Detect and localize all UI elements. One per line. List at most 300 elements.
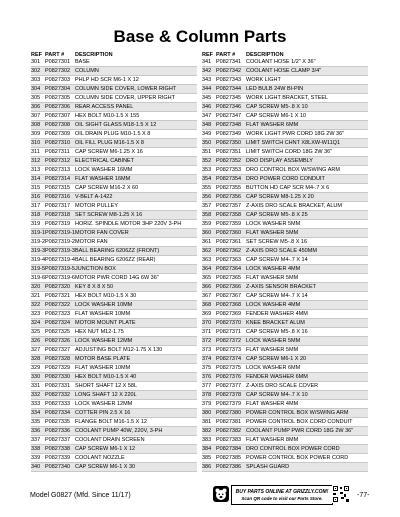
parts-table-right — [202, 51, 368, 472]
description-cell: FENDER WASHER 6MM — [246, 374, 308, 380]
ref-cell: 361 — [202, 239, 212, 245]
ref-cell: 378 — [202, 392, 212, 398]
ref-cell: 373 — [202, 347, 212, 353]
part-number-cell: P0827332 — [45, 392, 71, 398]
header-ref: REF — [31, 51, 42, 58]
part-number-cell: P0827337 — [45, 437, 71, 443]
table-row — [31, 364, 197, 373]
part-number-cell: P0827371 — [216, 329, 242, 335]
description-cell: Z-AXIS DRO SCALE BRACKET, ALUM — [246, 203, 342, 209]
table-row — [202, 238, 368, 247]
ref-cell: 355 — [202, 185, 212, 191]
table-row — [31, 193, 197, 202]
ref-cell: 370 — [202, 320, 212, 326]
part-number-cell: P0827345 — [216, 95, 242, 101]
ref-cell: 315 — [31, 185, 41, 191]
table-row — [31, 112, 197, 121]
ref-cell: 352 — [202, 158, 212, 164]
ref-cell: 334 — [31, 410, 41, 416]
part-number-cell: P0827347 — [216, 113, 242, 119]
description-cell: JUNCTION BOX — [75, 266, 116, 272]
ref-cell: 375 — [202, 365, 212, 371]
ref-cell: 338 — [31, 446, 41, 452]
ref-cell: 333 — [31, 401, 41, 407]
description-cell: LOCK WASHER 10MM — [75, 302, 133, 308]
table-row — [202, 427, 368, 436]
table-row — [202, 121, 368, 130]
part-number-cell: P0827333 — [45, 401, 71, 407]
table-row — [31, 463, 197, 472]
ref-cell: 342 — [202, 68, 212, 74]
ref-cell: 323 — [31, 311, 41, 317]
table-row — [31, 211, 197, 220]
header-part: PART # — [216, 51, 236, 58]
part-number-cell: P0827356 — [216, 194, 242, 200]
part-number-cell: P0827386 — [216, 464, 242, 470]
table-row — [202, 58, 368, 67]
ref-cell: 385 — [202, 455, 212, 461]
table-row — [202, 391, 368, 400]
description-cell: WORK LIGHT — [246, 77, 281, 83]
part-number-cell: P0827365 — [216, 275, 242, 281]
ref-cell: 345 — [202, 95, 212, 101]
part-number-cell: P0827319-1 — [45, 230, 75, 236]
table-row — [31, 427, 197, 436]
ref-cell: 380 — [202, 410, 212, 416]
table-row — [31, 184, 197, 193]
part-number-cell: P0827331 — [45, 383, 71, 389]
table-row — [31, 283, 197, 292]
ref-cell: 372 — [202, 338, 212, 344]
ref-cell: 318 — [31, 212, 41, 218]
ref-cell: 347 — [202, 113, 212, 119]
ref-cell: 379 — [202, 401, 212, 407]
ref-cell: 363 — [202, 257, 212, 263]
table-row — [202, 256, 368, 265]
ref-cell: 337 — [31, 437, 41, 443]
table-row — [31, 310, 197, 319]
table-row — [31, 265, 197, 274]
ref-cell: 301 — [31, 59, 41, 65]
description-cell: CAP SCREW M4-.7 X 10 — [246, 392, 308, 398]
description-cell: ELECTRICAL CABINET — [75, 158, 135, 164]
part-number-cell: P0827361 — [216, 239, 242, 245]
ref-cell: 306 — [31, 104, 41, 110]
ref-cell: 319-4 — [31, 257, 45, 263]
part-number-cell: P0827353 — [216, 167, 242, 173]
description-cell: CAP SCREW M4-.7 X 14 — [246, 293, 308, 299]
part-number-cell: P0827308 — [45, 122, 71, 128]
ref-cell: 319-1 — [31, 230, 45, 236]
part-number-cell: P0827380 — [216, 410, 242, 416]
part-number-cell: P0827306 — [45, 104, 71, 110]
table-row — [202, 220, 368, 229]
table-rows — [31, 58, 197, 472]
table-row — [31, 139, 197, 148]
table-row — [31, 229, 197, 238]
description-cell: CAP SCREW M6-1 X 12 — [75, 446, 136, 452]
description-cell: DRO CONTROL BOX W/SWING ARM — [246, 167, 340, 173]
table-row — [202, 292, 368, 301]
part-number-cell: P0827370 — [216, 320, 242, 326]
part-number-cell: P0827374 — [216, 356, 242, 362]
ref-cell: 384 — [202, 446, 212, 452]
description-cell: COOLANT PUMP 40W, 220V, 3-PH — [75, 428, 163, 434]
table-row — [202, 400, 368, 409]
ref-cell: 377 — [202, 383, 212, 389]
table-row — [202, 364, 368, 373]
table-row — [31, 418, 197, 427]
table-row — [31, 337, 197, 346]
ref-cell: 332 — [31, 392, 41, 398]
description-cell: COTTER PIN 2.5 X 16 — [75, 410, 131, 416]
table-row — [202, 130, 368, 139]
model-label: Model G0827 (Mfd. Since 11/17) — [30, 492, 131, 499]
ref-cell: 328 — [31, 356, 41, 362]
table-row — [31, 58, 197, 67]
description-cell: FLAT WASHER 6MM — [246, 122, 299, 128]
description-cell: POWER CONTROL BOX POWER CORD — [246, 455, 349, 461]
ref-cell: 308 — [31, 122, 41, 128]
description-cell: COOLANT NOZZLE — [75, 455, 125, 461]
description-cell: DRO POWER CORD CONDUIT — [246, 176, 325, 182]
ref-cell: 314 — [31, 176, 41, 182]
ref-cell: 331 — [31, 383, 41, 389]
table-row — [202, 355, 368, 364]
description-cell: LIMIT SWITCH CHNT X8LXW-W11Q1 — [246, 140, 341, 146]
part-number-cell: P0827307 — [45, 113, 71, 119]
description-cell: CAP SCREW M6-1.25 X 16 — [75, 149, 143, 155]
ref-cell: 312 — [31, 158, 41, 164]
table-row — [202, 409, 368, 418]
description-cell: LED BULB 24W BI-PIN — [246, 86, 304, 92]
ref-cell: 324 — [31, 320, 41, 326]
table-row — [31, 346, 197, 355]
part-number-cell: P0827375 — [216, 365, 242, 371]
description-cell: V-BELT A-1422 — [75, 194, 113, 200]
part-number-cell: P0827311 — [45, 149, 70, 155]
ref-cell: 317 — [31, 203, 41, 209]
part-number-cell: P0827326 — [45, 338, 71, 344]
part-number-cell: P0827322 — [45, 302, 71, 308]
part-number-cell: P0827335 — [45, 419, 71, 425]
description-cell: OIL FILL PLUG M16-1.5 X 8 — [75, 140, 144, 146]
part-number-cell: P0827315 — [45, 185, 71, 191]
part-number-cell: P0827377 — [216, 383, 242, 389]
table-row — [31, 400, 197, 409]
description-cell: BALL BEARING 6206ZZ (FRONT) — [75, 248, 160, 254]
part-number-cell: P0827344 — [216, 86, 242, 92]
ref-cell: 319-2 — [31, 239, 45, 245]
description-cell: FLAT WASHER 10MM — [75, 311, 131, 317]
ref-cell: 322 — [31, 302, 41, 308]
description-cell: CAP SCREW M5-.8 X 10 — [246, 104, 308, 110]
page-number: -77- — [357, 492, 370, 499]
parts-store-line2: Scan QR code to visit our Parts Store. — [241, 496, 323, 501]
ref-cell: 320 — [31, 284, 41, 290]
part-number-cell: P0827301 — [45, 59, 71, 65]
table-row — [31, 301, 197, 310]
description-cell: DRO DISPLAY ASSEMBLY — [246, 158, 313, 164]
part-number-cell: P0827359 — [216, 221, 242, 227]
table-row — [202, 274, 368, 283]
ref-cell: 348 — [202, 122, 212, 128]
table-row — [31, 247, 197, 256]
ref-cell: 304 — [31, 86, 41, 92]
description-cell: FLAT WASHER 5MM — [246, 275, 299, 281]
part-number-cell: P0827350 — [216, 140, 242, 146]
ref-cell: 381 — [202, 419, 212, 425]
ref-cell: 346 — [202, 104, 212, 110]
ref-cell: 311 — [31, 149, 40, 155]
table-row — [31, 76, 197, 85]
ref-cell: 310 — [31, 140, 41, 146]
description-cell: HEX BOLT M10-1.5 X 40 — [75, 374, 137, 380]
table-header — [202, 51, 368, 58]
description-cell: SPLASH GUARD — [246, 464, 290, 470]
description-cell: Z-AXIS SENSOR BRACKET — [246, 284, 316, 290]
table-row — [31, 274, 197, 283]
ref-cell: 321 — [31, 293, 41, 299]
part-number-cell: P0827338 — [45, 446, 71, 452]
part-number-cell: P0827366 — [216, 284, 242, 290]
table-row — [31, 238, 197, 247]
header-ref: REF — [202, 51, 213, 58]
part-number-cell: P0827351 — [216, 149, 242, 155]
description-cell: HORIZ. SPINDLE MOTOR 3HP 220V 3-PH — [75, 221, 182, 227]
description-cell: Z-AXIS DRO SCALE COVER — [246, 383, 319, 389]
part-number-cell: P0827320 — [45, 284, 71, 290]
ref-cell: 319 — [31, 221, 41, 227]
header-part: PART # — [45, 51, 65, 58]
qr-code-icon[interactable] — [332, 485, 350, 503]
part-number-cell: P0827349 — [216, 131, 242, 137]
description-cell: FENDER WASHER 4MM — [246, 311, 308, 317]
part-number-cell: P0827336 — [45, 428, 71, 434]
part-number-cell: P0827378 — [216, 392, 242, 398]
description-cell: CAP SCREW M5-.8 X 25 — [246, 212, 308, 218]
table-row — [31, 454, 197, 463]
description-cell: LOCK WASHER 6MM — [246, 365, 301, 371]
description-cell: COOLANT PUMP PWR CORD 18G 2W 36" — [246, 428, 354, 434]
table-row — [202, 175, 368, 184]
part-number-cell: P0827328 — [45, 356, 71, 362]
part-number-cell: P0827379 — [216, 401, 242, 407]
table-row — [202, 229, 368, 238]
ref-cell: 344 — [202, 86, 212, 92]
ref-cell: 326 — [31, 338, 41, 344]
description-cell: COOLANT HOSE CLAMP 3/4" — [246, 68, 322, 74]
description-cell: COOLANT DRAIN SCREEN — [75, 437, 145, 443]
ref-cell: 382 — [202, 428, 212, 434]
table-row — [202, 373, 368, 382]
part-number-cell: P0827317 — [45, 203, 71, 209]
description-cell: MOTOR BASE PLATE — [75, 356, 131, 362]
part-number-cell: P0827303 — [45, 77, 71, 83]
ref-cell: 383 — [202, 437, 212, 443]
description-cell: MOTOR PWR CORD 14G 6W 36" — [75, 275, 159, 281]
description-cell: LIMIT SWITCH CORD 18G 2W 36" — [246, 149, 333, 155]
description-cell: FLANGE BOLT M16-1.5 X 12 — [75, 419, 147, 425]
description-cell: LOCK WASHER 5MM — [246, 221, 301, 227]
part-number-cell: P0827323 — [45, 311, 71, 317]
ref-cell: 374 — [202, 356, 212, 362]
part-number-cell: P0827341 — [216, 59, 242, 65]
ref-cell: 353 — [202, 167, 212, 173]
ref-cell: 340 — [31, 464, 41, 470]
part-number-cell: P0827319 — [45, 221, 71, 227]
table-row — [31, 166, 197, 175]
description-cell: MOTOR PULLEY — [75, 203, 118, 209]
ref-cell: 369 — [202, 311, 212, 317]
description-cell: BUTTON HD CAP SCR M4-.7 X 6 — [246, 185, 330, 191]
table-rows — [202, 58, 368, 472]
ref-cell: 356 — [202, 194, 212, 200]
description-cell: KEY 8 X 8 X 50 — [75, 284, 114, 290]
table-row — [202, 346, 368, 355]
table-row — [202, 382, 368, 391]
part-number-cell: P0827310 — [45, 140, 71, 146]
part-number-cell: P0827362 — [216, 248, 242, 254]
part-number-cell: P0827367 — [216, 293, 242, 299]
parts-store-banner[interactable] — [231, 485, 333, 505]
description-cell: CAP SCREW M5-.8 X 16 — [246, 329, 308, 335]
description-cell: PHLP HD SCR M6-1 X 12 — [75, 77, 139, 83]
table-row — [31, 220, 197, 229]
part-number-cell: P0827305 — [45, 95, 71, 101]
ref-cell: 351 — [202, 149, 212, 155]
ref-cell: 316 — [31, 194, 41, 200]
ref-cell: 305 — [31, 95, 41, 101]
table-row — [202, 157, 368, 166]
table-row — [202, 328, 368, 337]
part-number-cell: P0827385 — [216, 455, 242, 461]
part-number-cell: P0827334 — [45, 410, 71, 416]
description-cell: FLAT WASHER 5MM — [246, 230, 299, 236]
table-row — [31, 292, 197, 301]
table-row — [202, 166, 368, 175]
description-cell: SET SCREW M8-1.25 X 16 — [75, 212, 143, 218]
part-number-cell: P0827313 — [45, 167, 71, 173]
part-number-cell: P0827384 — [216, 446, 242, 452]
description-cell: LONG SHAFT 12 X 220L — [75, 392, 137, 398]
part-number-cell: P0827318 — [45, 212, 71, 218]
ref-cell: 359 — [202, 221, 212, 227]
table-row — [31, 256, 197, 265]
part-number-cell: P0827348 — [216, 122, 242, 128]
description-cell: SET SCREW M5-.8 X 16 — [246, 239, 308, 245]
description-cell: MOTOR FAN COVER — [75, 230, 129, 236]
table-row — [202, 337, 368, 346]
part-number-cell: P0827343 — [216, 77, 242, 83]
table-row — [31, 445, 197, 454]
ref-cell: 325 — [31, 329, 41, 335]
table-row — [31, 436, 197, 445]
table-row — [202, 301, 368, 310]
description-cell: FLAT WASHER 5MM — [246, 347, 299, 353]
parts-store-line1: BUY PARTS ONLINE AT GRIZZLY.COM! — [235, 489, 329, 495]
table-row — [31, 94, 197, 103]
description-cell: HEX BOLT M10-1.5 X 30 — [75, 293, 137, 299]
description-cell: BALL BEARING 6206ZZ (REAR) — [75, 257, 156, 263]
description-cell: COLUMN SIDE COVER, UPPER RIGHT — [75, 95, 175, 101]
part-number-cell: P0827321 — [45, 293, 71, 299]
table-row — [202, 283, 368, 292]
part-number-cell: P0827319-2 — [45, 239, 75, 245]
description-cell: Z-AXIS DRO SCALE 450MM — [246, 248, 317, 254]
part-number-cell: P0827312 — [45, 158, 71, 164]
ref-cell: 360 — [202, 230, 212, 236]
ref-cell: 303 — [31, 77, 41, 83]
description-cell: CAP SCREW M6-1 X 30 — [75, 464, 136, 470]
description-cell: CAP SCREW M16-2 X 60 — [75, 185, 139, 191]
description-cell: COLUMN — [75, 68, 99, 74]
table-row — [202, 148, 368, 157]
description-cell: FLAT WASHER 10MM — [75, 365, 131, 371]
part-number-cell: P0827309 — [45, 131, 71, 137]
table-row — [202, 184, 368, 193]
part-number-cell: P0827354 — [216, 176, 242, 182]
part-number-cell: P0827314 — [45, 176, 71, 182]
table-row — [31, 355, 197, 364]
ref-cell: 330 — [31, 374, 41, 380]
description-cell: REAR ACCESS PANEL — [75, 104, 134, 110]
ref-cell: 350 — [202, 140, 212, 146]
description-cell: COLUMN SIDE COVER, LOWER RIGHT — [75, 86, 177, 92]
table-row — [202, 85, 368, 94]
table-row — [31, 67, 197, 76]
table-row — [202, 319, 368, 328]
ref-cell: 313 — [31, 167, 41, 173]
description-cell: CAP SCREW M4-.7 X 14 — [246, 257, 308, 263]
ref-cell: 339 — [31, 455, 41, 461]
description-cell: CAP SCREW M6-1 X 20 — [246, 356, 307, 362]
description-cell: POWER CONTROL BOX CORD CONDUIT — [246, 419, 353, 425]
part-number-cell: P0827363 — [216, 257, 242, 263]
ref-cell: 365 — [202, 275, 212, 281]
description-cell: LOCK WASHER 12MM — [75, 401, 133, 407]
table-row — [202, 247, 368, 256]
part-number-cell: P0827346 — [216, 104, 242, 110]
part-number-cell: P0827373 — [216, 347, 242, 353]
table-row — [202, 265, 368, 274]
description-cell: MOTOR FAN — [75, 239, 108, 245]
ref-cell: 364 — [202, 266, 212, 272]
description-cell: SHORT SHAFT 12 X 58L — [75, 383, 138, 389]
part-number-cell: P0827352 — [216, 158, 242, 164]
description-cell: DRO CONTROL BOX POWER CORD — [246, 446, 340, 452]
table-row — [31, 148, 197, 157]
description-cell: ADJUSTING BOLT M12-1.75 X 130 — [75, 347, 163, 353]
table-row — [202, 94, 368, 103]
table-row — [31, 328, 197, 337]
description-cell: OIL DRAIN PLUG M10-1.5 X 8 — [75, 131, 151, 137]
description-cell: BASE — [75, 59, 90, 65]
table-row — [202, 139, 368, 148]
ref-cell: 335 — [31, 419, 41, 425]
part-number-cell: P0827319-3 — [45, 248, 75, 254]
ref-cell: 329 — [31, 365, 41, 371]
part-number-cell: P0827329 — [45, 365, 71, 371]
part-number-cell: P0827369 — [216, 311, 242, 317]
part-number-cell: P0827319-6 — [45, 275, 75, 281]
table-row — [202, 463, 368, 472]
part-number-cell: P0827355 — [216, 185, 242, 191]
description-cell: HEX NUT M12-1.75 — [75, 329, 124, 335]
ref-cell: 341 — [202, 59, 212, 65]
ref-cell: 349 — [202, 131, 212, 137]
table-row — [202, 436, 368, 445]
